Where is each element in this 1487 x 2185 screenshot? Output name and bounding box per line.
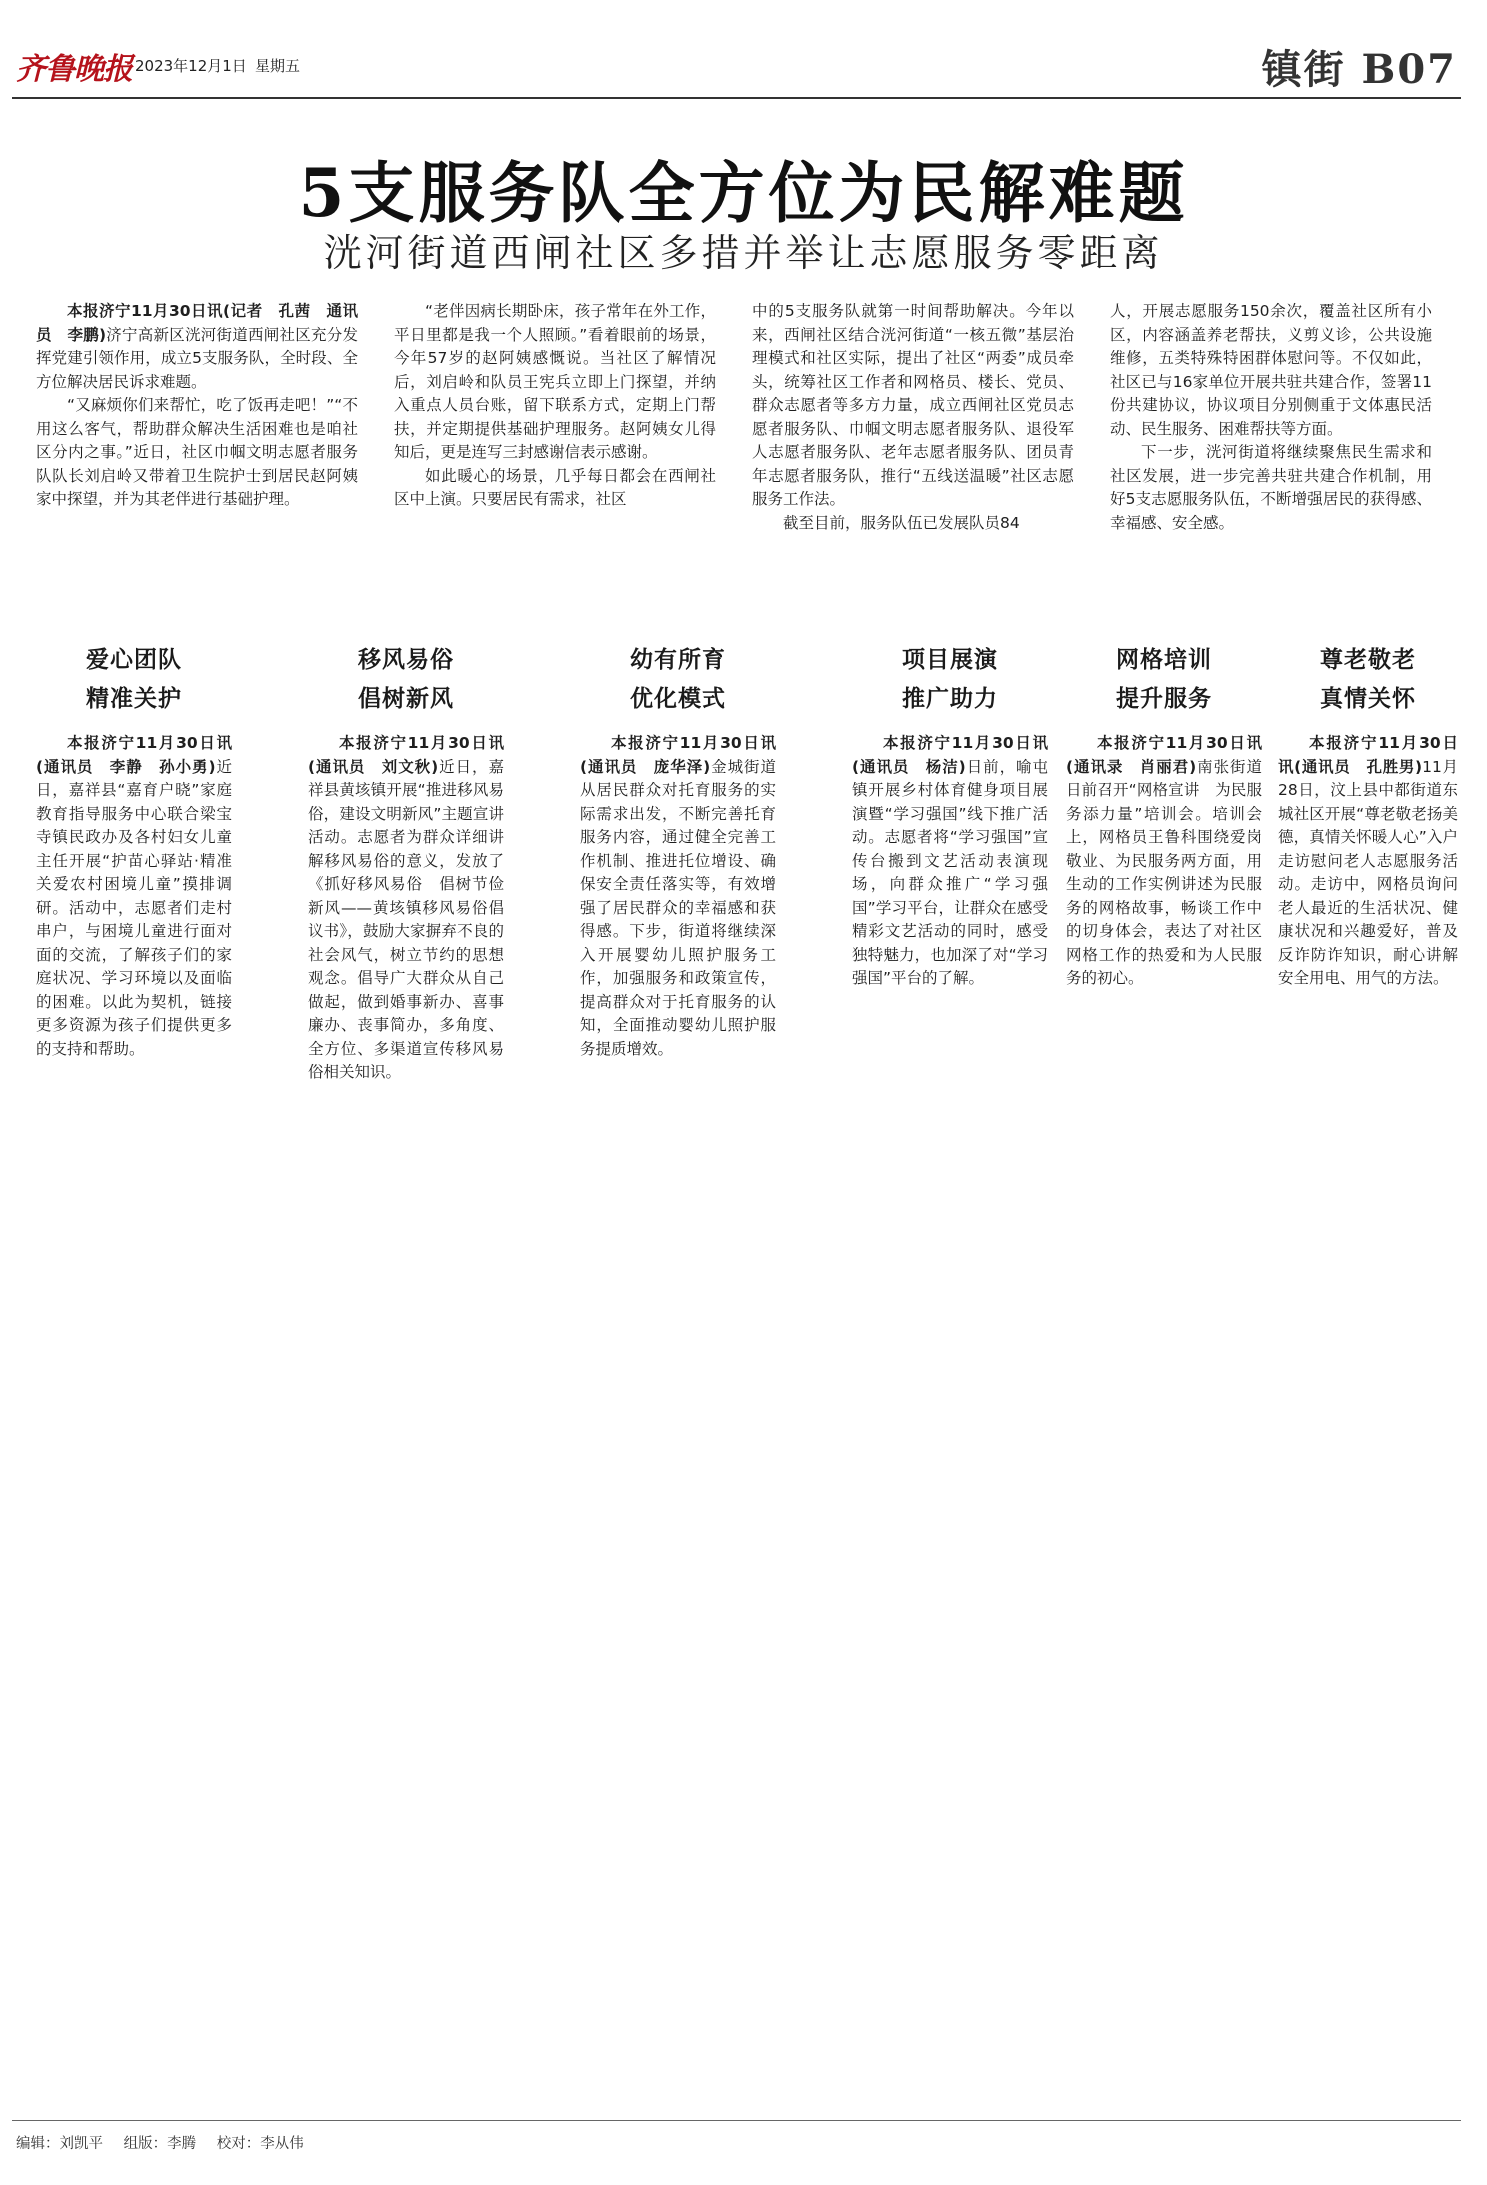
masthead bbox=[0, 0, 1487, 100]
article-byline: 本报济宁11月30日讯(记者 孔茜 通讯员 李鹏) bbox=[36, 302, 358, 344]
brief-body: 近日，嘉祥县“嘉育户晓”家庭教育指导服务中心联合梁宝寺镇民政办及各村妇女儿童主任开展“护苗心驿站·精准关爱农村困境儿童”摸排调研。活动中，志愿者们走村串户，与困境儿童进行面对面的交流，了解孩子们的家庭状况、学习环境以及面临的困难。以此为契机，链接更多资源为孩子们提供更多的支持和帮助。 bbox=[36, 757, 232, 1058]
article-column-3 bbox=[752, 300, 1074, 535]
news-brief bbox=[36, 640, 232, 1061]
news-brief bbox=[580, 640, 776, 1061]
brief-byline: 本报济宁11月30日讯(通讯员 庞华泽) bbox=[580, 734, 776, 776]
brief-byline: 本报济宁11月30日讯(通讯录 肖丽君) bbox=[1066, 734, 1262, 776]
masthead-divider bbox=[12, 97, 1461, 99]
proof-credit: 校对：李从伟 bbox=[216, 2136, 304, 2152]
brief-body: 南张街道日前召开“网格宣讲 为民服务添力量”培训会。培训会上，网格员王鲁科围绕爱岗敬业、为民服务两方面，用生动的工作实例讲述为民服务的网格故事，畅谈工作中的切身体会，表达了对社区网格工作的热爱和为人民服务的初心。 bbox=[1066, 757, 1262, 987]
article-paragraph: 济宁高新区洸河街道西闸社区充分发挥党建引领作用，成立5支服务队，全时段、全方位解决居民诉求难题。 bbox=[36, 325, 358, 391]
page-credits bbox=[16, 2132, 320, 2153]
article-paragraph: “老伴因病长期卧床，孩子常年在外工作，平日里都是我一个人照顾。”看着眼前的场景，今年57岁的赵阿姨感慨说。当社区了解情况后，刘启岭和队员王宪兵立即上门探望，并纳入重点人员台账，留下联系方式，定期上门帮扶，并定期提供基础护理服务。赵阿姨女儿得知后，更是连写三封感谢信表示感谢。 bbox=[394, 302, 716, 461]
brief-body: 11月28日，汶上县中都街道东城社区开展“尊老敬老扬美德，真情关怀暖人心”入户走访慰问老人志愿服务活动。走访中，网格员询问老人最近的生活状况、健康状况和兴趣爱好，普及反诈防诈知识，耐心讲解安全用电、用气的方法。 bbox=[1278, 757, 1458, 987]
article-paragraph: 中的5支服务队就第一时间帮助解决。今年以来，西闸社区结合洸河街道“一核五微”基层治理模式和社区实际，提出了社区“两委”成员牵头，统筹社区工作者和网格员、楼长、党员、群众志愿者等多方力量，成立西闸社区党员志愿者服务队、巾帼文明志愿者服务队、退役军人志愿者服务队、老年志愿者服务队、团员青年志愿者服务队，推行“五线送温暖”社区志愿服务工作法。 bbox=[752, 302, 1074, 508]
news-brief bbox=[852, 640, 1048, 991]
brief-body: 近日，嘉祥县黄垓镇开展“推进移风易俗，建设文明新风”主题宣讲活动。志愿者为群众详细讲解移风易俗的意义，发放了《抓好移风易俗 倡树节俭新风——黄垓镇移风易俗倡议书》，鼓励大家摒弃不良的社会风气，树立节约的思想观念。倡导广大群众从自己做起，做到婚事新办、喜事廉办、丧事简办，多角度、全方位、多渠道宣传移风易俗相关知识。 bbox=[308, 757, 504, 1081]
brief-title: 网格培训 提升服务 bbox=[1116, 646, 1212, 712]
brief-title: 爱心团队 精准关护 bbox=[86, 646, 182, 712]
article-paragraph: “又麻烦你们来帮忙，吃了饭再走吧！”“不用这么客气，帮助群众解决生活困难也是咱社区分内之事。”近日，社区巾帼文明志愿者服务队队长刘启岭又带着卫生院护士到居民赵阿姨家中探望，并为其老伴进行基础护理。 bbox=[36, 396, 358, 508]
article-paragraph: 截至目前，服务队伍已发展队员84 bbox=[783, 513, 1020, 532]
brief-byline: 本报济宁11月30日讯(通讯员 孔胜男) bbox=[1278, 734, 1458, 776]
lead-article-body bbox=[36, 300, 1451, 590]
article-column-2 bbox=[394, 300, 716, 512]
brief-title: 幼有所育 优化模式 bbox=[630, 646, 726, 712]
brief-title: 项目展演 推广助力 bbox=[902, 646, 998, 712]
news-brief bbox=[1066, 640, 1262, 991]
layout-credit: 组版：李腾 bbox=[123, 2136, 197, 2152]
news-brief bbox=[308, 640, 504, 1085]
brief-body: 日前，喻屯镇开展乡村体育健身项目展演暨“学习强国”线下推广活动。志愿者将“学习强国”宣传台搬到文艺活动表演现场，向群众推广“学习强国”学习平台，让群众在感受精彩文艺活动的同时，感受独特魅力，也加深了对“学习强国”平台的了解。 bbox=[852, 757, 1048, 987]
brief-title: 移风易俗 倡树新风 bbox=[358, 646, 454, 712]
article-column-4 bbox=[1110, 300, 1432, 535]
news-brief bbox=[1278, 640, 1458, 991]
article-subhead: 洸河街道西闸社区多措并举让志愿服务零距离 bbox=[323, 231, 1164, 275]
article-column-1 bbox=[36, 300, 358, 512]
publication-weekday: 星期五 bbox=[255, 57, 301, 75]
article-paragraph: 下一步，洸河街道将继续聚焦民生需求和社区发展，进一步完善共驻共建合作机制，用好5支志愿服务队伍，不断增强居民的获得感、幸福感、安全感。 bbox=[1110, 443, 1432, 532]
brief-title: 尊老敬老 真情关怀 bbox=[1320, 646, 1416, 712]
article-headline: 5支服务队全方位为民解难题 bbox=[298, 154, 1189, 232]
editor-credit: 编辑：刘凯平 bbox=[16, 2136, 103, 2152]
article-paragraph: 人，开展志愿服务150余次，覆盖社区所有小区，内容涵盖养老帮扶，义剪义诊，公共设施维修，五类特殊特困群体慰问等。不仅如此，社区已与16家单位开展共驻共建合作，签署11份共建协议，协议项目分别侧重于文体惠民活动、民生服务、困难帮扶等方面。 bbox=[1110, 302, 1432, 438]
section-page-label: 镇街 B07 bbox=[1261, 46, 1457, 93]
newspaper-logo: 齐鲁晚报 bbox=[16, 52, 132, 87]
brief-body: 金城街道从居民群众对托育服务的实际需求出发，不断完善托育服务内容，通过健全完善工作机制、推进托位增设、确保安全责任落实等，有效增强了居民群众的幸福感和获得感。下步，街道将继续深入开展婴幼儿照护服务工作，加强服务和政策宣传，提高群众对于托育服务的认知，全面推动婴幼儿照护服务提质增效。 bbox=[580, 757, 776, 1058]
brief-byline: 本报济宁11月30日讯(通讯员 杨洁) bbox=[852, 734, 1048, 776]
publication-date: 2023年12月1日 bbox=[135, 57, 247, 75]
article-paragraph: 如此暖心的场景，几乎每日都会在西闸社区中上演。只要居民有需求，社区 bbox=[394, 466, 716, 508]
footer-divider bbox=[12, 2120, 1461, 2121]
brief-byline: 本报济宁11月30日讯(通讯员 刘文秋) bbox=[308, 734, 504, 776]
brief-byline: 本报济宁11月30日讯(通讯员 李静 孙小勇) bbox=[36, 734, 232, 776]
